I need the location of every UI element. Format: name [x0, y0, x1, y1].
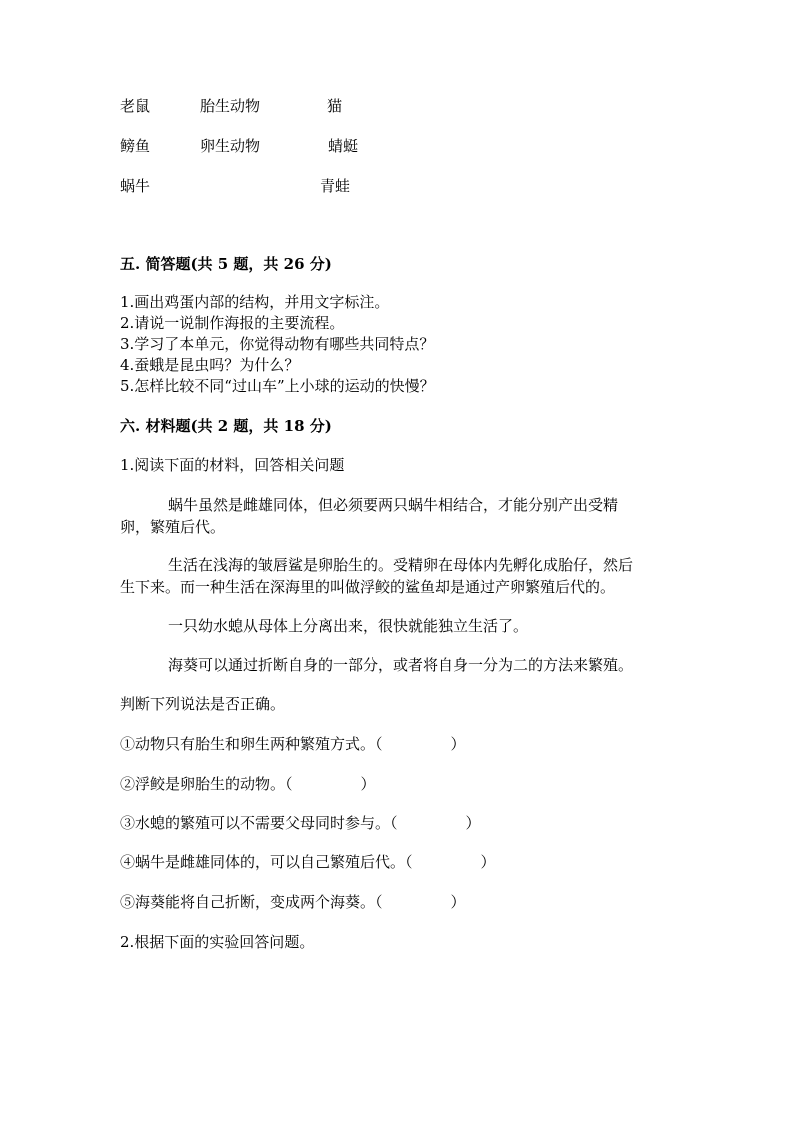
paragraph-line: 蜗牛虽然是雌雄同体，但必须要两只蜗牛相结合，才能分别产出受精 — [168, 496, 619, 514]
section-heading: 六. 材料题(共 2 题，共 18 分) — [120, 417, 332, 435]
statement-close: ） — [360, 775, 376, 793]
matching-right-item: 猫 — [327, 97, 343, 115]
question-item: 1.画出鸡蛋内部的结构，并用文字标注。 — [120, 293, 390, 311]
statement-text: ④蜗牛是雌雄同体的，可以自己繁殖后代。（ — [120, 853, 413, 871]
paragraph-line: 生活在浅海的皱唇鲨是卵胎生的。受精卵在母体内先孵化成胎仔，然后 — [168, 556, 634, 574]
judge-statement — [120, 774, 376, 794]
question-title: 2.根据下面的实验回答问题。 — [120, 933, 315, 951]
matching-right-item: 蜻蜓 — [328, 137, 359, 155]
judge-statement — [120, 852, 496, 872]
statement-close: ） — [450, 735, 466, 753]
matching-left-item: 鳑鱼 — [120, 137, 151, 155]
matching-middle-item: 卵生动物 — [200, 137, 261, 155]
judge-statement — [120, 734, 466, 754]
statement-close: ） — [480, 853, 496, 871]
paragraph-line: 卵，繁殖后代。 — [120, 518, 226, 536]
statement-text: ①动物只有胎生和卵生两种繁殖方式。（ — [120, 735, 383, 753]
matching-left-item: 老鼠 — [120, 97, 151, 115]
section-heading: 五. 简答题(共 5 题，共 26 分) — [120, 255, 332, 273]
reading-paragraph — [120, 615, 680, 637]
statement-text: ③水螅的繁殖可以不需要父母同时参与。（ — [120, 814, 398, 832]
reading-paragraph — [120, 554, 680, 598]
question-item: 4.蚕蛾是昆虫吗？为什么？ — [120, 356, 300, 374]
statement-text: ②浮鲛是卵胎生的动物。（ — [120, 775, 293, 793]
statement-close: ） — [450, 893, 466, 911]
statement-text: ⑤海葵能将自己折断，变成两个海葵。（ — [120, 893, 383, 911]
question-item: 5.怎样比较不同“过山车”上小球的运动的快慢？ — [120, 377, 435, 395]
question-title: 1.阅读下面的材料，回答相关问题 — [120, 456, 345, 474]
judge-statement — [120, 813, 481, 833]
question-item: 3.学习了本单元，你觉得动物有哪些共同特点？ — [120, 335, 435, 353]
judge-prompt: 判断下列说法是否正确。 — [120, 695, 286, 713]
matching-left-item: 蜗牛 — [120, 177, 151, 195]
question-item: 2.请说一说制作海报的主要流程。 — [120, 314, 345, 332]
paragraph-line: 海葵可以通过折断自身的一部分，或者将自身一分为二的方法来繁殖。 — [168, 656, 634, 674]
judge-statement — [120, 892, 466, 912]
statement-close: ） — [465, 814, 481, 832]
paragraph-line: 一只幼水螅从母体上分离出来，很快就能独立生活了。 — [168, 617, 529, 635]
paragraph-line: 生下来。而一种生活在深海里的叫做浮鲛的鲨鱼却是通过产卵繁殖后代的。 — [120, 578, 616, 596]
matching-middle-item: 胎生动物 — [200, 97, 261, 115]
reading-paragraph — [120, 494, 680, 538]
reading-paragraph — [120, 654, 680, 676]
matching-right-item: 青蛙 — [320, 177, 351, 195]
